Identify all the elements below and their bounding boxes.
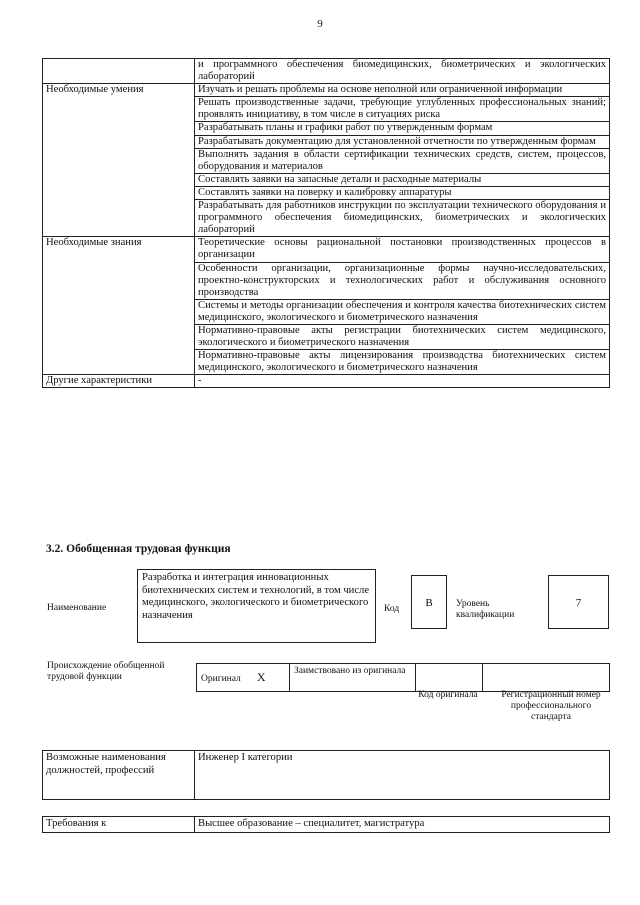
skills-item: Изучать и решать проблемы на основе неполной или ограниченной информации: [195, 84, 610, 97]
knowledge-item: Особенности организации, организационные формы научно-исследовательских, проектно-конструкторских и технологических работ и обслуживания основного производства: [195, 262, 610, 299]
origin-label: Происхождение обобщенной трудовой функции: [47, 661, 165, 682]
skills-item: Разрабатывать планы и графики работ по утвержденным формам: [195, 122, 610, 135]
knowledge-item: Нормативно-правовые акты регистрации биотехнических систем медицинского, экологического и биометрического назначения: [195, 324, 610, 349]
requirements-value: Высшее образование – специалитет, магистратура: [195, 817, 610, 833]
table-row: [197, 664, 610, 692]
knowledge-item: Нормативно-правовые акты лицензирования производства биотехнических систем медицинского, экологического и биометрического назначения: [195, 350, 610, 375]
requirements-label: Требования к: [43, 817, 195, 833]
code-label: Код: [384, 604, 400, 614]
skills-item: Решать производственные задачи, требующие углубленных профессиональных знаний; проявлять инициативу, в том числе в ситуациях риска: [195, 97, 610, 122]
table-cell: и программного обеспечения биомедицинских, биометрических и экологических лабораторий: [195, 59, 610, 84]
empty-cell: [43, 59, 195, 84]
knowledge-item: Теоретические основы рациональной постановки производственных процессов в организации: [195, 237, 610, 262]
skills-item: Составлять заявки на поверку и калибровку аппаратуры: [195, 186, 610, 199]
original-mark: X: [256, 670, 266, 684]
positions-table: [42, 750, 610, 800]
original-label: Оригинал: [201, 674, 241, 684]
origin-code-caption: Код оригинала: [418, 690, 478, 700]
skills-item: Составлять заявки на запасные детали и расходные материалы: [195, 173, 610, 186]
table-row: [43, 237, 610, 262]
level-value: 7: [548, 575, 609, 629]
page-number: 9: [317, 18, 323, 30]
competency-table: [42, 58, 610, 388]
skills-label: Необходимые умения: [43, 84, 195, 237]
positions-value: Инженер I категории: [195, 751, 610, 800]
code-value: B: [411, 575, 447, 629]
knowledge-label: Необходимые знания: [43, 237, 195, 375]
requirements-table: [42, 816, 610, 833]
borrowed-cell: Заимствовано из оригинала: [290, 664, 416, 692]
other-value: -: [195, 375, 610, 388]
table-row: [43, 375, 610, 388]
table-row: [43, 59, 610, 84]
level-label: Уровень квалификации: [456, 599, 515, 620]
skills-item: Разрабатывать для работников инструкции по эксплуатации технического оборудования и программного обеспечения биомедицинских, биометрических и экологических лабораторий: [195, 200, 610, 237]
reg-number-caption: Регистрационный номер профессионального стандарта: [501, 690, 601, 722]
origin-table: [196, 663, 610, 692]
skills-item: Выполнять задания в области сертификации технических средств, систем, процессов, оборудования и материалов: [195, 148, 610, 173]
other-label: Другие характеристики: [43, 375, 195, 388]
name-label: Наименование: [47, 603, 107, 613]
name-value: Разработка и интеграция инновационных биотехнических систем и технологий, в том числе медицинского, экологического и биометрического назначения: [137, 569, 376, 643]
reg-number-cell: [483, 664, 610, 692]
table-row: [43, 84, 610, 97]
table-row: [43, 751, 610, 800]
positions-label: Возможные наименования должностей, профессий: [43, 751, 195, 800]
origin-code-cell: [416, 664, 483, 692]
skills-item: Разрабатывать документацию для установленной отчетности по утвержденным формам: [195, 135, 610, 148]
section-heading: 3.2. Обобщенная трудовая функция: [46, 543, 231, 555]
original-cell: [197, 664, 290, 692]
knowledge-item: Системы и методы организации обеспечения и контроля качества биотехнических систем медицинского, экологического и биометрического назначения: [195, 299, 610, 324]
table-row: [43, 817, 610, 833]
